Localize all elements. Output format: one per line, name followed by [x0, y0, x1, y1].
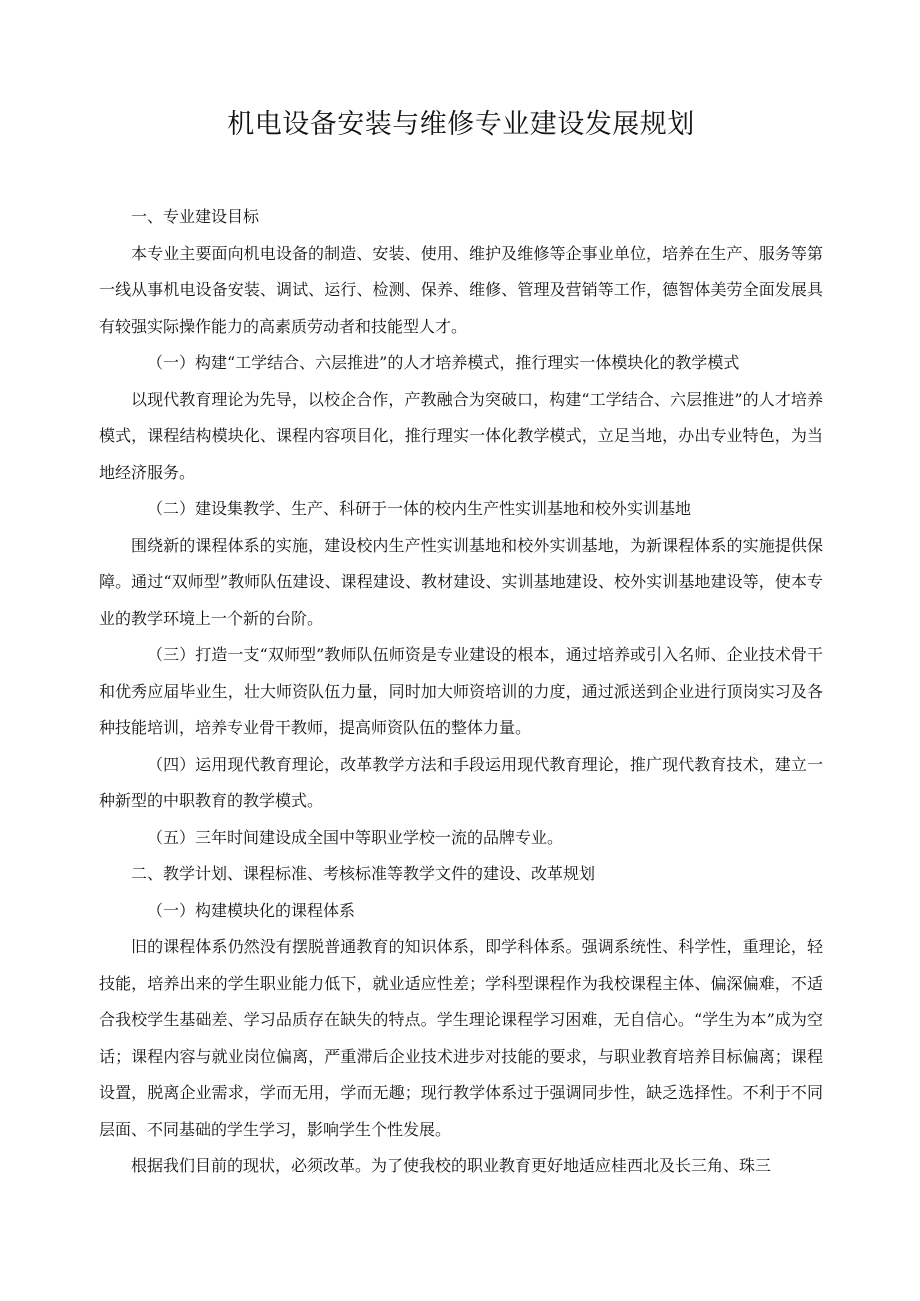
subheading-1: （一）构建“工学结合、六层推进”的人才培养模式，推行理实一体模块化的教学模式	[147, 353, 740, 372]
paragraph-teacher-team: （三）打造一支“双师型”教师队伍师资是专业建设的根本，通过培养或引入名师、企业技术骨干和优秀应届毕业生，壮大师资队伍力量，同时加大师资培训的力度，通过派送到企业进行顶岗实习及各种技能培训，培养专业骨干教师，提高师资队伍的整体力量。	[99, 645, 823, 737]
paragraph-training-base: 围绕新的课程体系的实施，建设校内生产性实训基地和校外实训基地，为新课程体系的实施提供保障。通过“双师型”教师队伍建设、课程建设、教材建设、实训基地建设、校外实训基地建设等，使本专业的教学环境上一个新的台阶。	[99, 535, 823, 628]
section-heading-1: 一、专业建设目标	[131, 207, 260, 226]
paragraph-goal: 本专业主要面向机电设备的制造、安装、使用、维护及维修等企事业单位，培养在生产、服务等第一线从事机电设备安装、调试、运行、检测、保养、维修、管理及营销等工作，德智体美劳全面发展具有较强实际操作能力的高素质劳动者和技能型人才。	[99, 243, 823, 336]
section-heading-2: 二、教学计划、课程标准、考核标准等教学文件的建设、改革规划	[131, 864, 596, 883]
document-body	[99, 199, 823, 1185]
paragraph-teaching-reform: （四）运用现代教育理论，改革教学方法和手段运用现代教育理论，推广现代教育技术，建立一种新型的中职教育的教学模式。	[99, 754, 823, 810]
paragraph-brand: （五）三年时间建设成全国中等职业学校一流的品牌专业。	[147, 827, 564, 847]
subheading-curriculum: （一）构建模块化的课程体系	[147, 900, 356, 920]
subheading-2: （二）建设集教学、生产、科研于一体的校内生产性实训基地和校外实训基地	[147, 499, 692, 518]
paragraph-training-model: 以现代教育理论为先导，以校企合作，产教融合为突破口，构建“工学结合、六层推进”的人才培养模式，课程结构模块化、课程内容项目化，推行理实一体化教学模式，立足当地，办出专业特色，为当地经济服务。	[99, 389, 823, 482]
paragraph-reform: 根据我们目前的现状，必须改革。为了使我校的职业教育更好地适应桂西北及长三角、珠三	[131, 1156, 772, 1175]
document-title: 机电设备安装与维修专业建设发展规划	[227, 109, 695, 140]
paragraph-old-curriculum: 旧的课程体系仍然没有摆脱普通教育的知识体系，即学科体系。强调系统性、科学性，重理论，轻技能，培养出来的学生职业能力低下，就业适应性差；学科型课程作为我校课程主体、偏深偏难，不适合我校学生基础差、学习品质存在缺失的特点。学生理论课程学习困难，无自信心。“学生为本”成为空话；课程内容与就业岗位偏离，严重滞后企业技术进步对技能的要求，与职业教育培养目标偏离；课程设置，脱离企业需求，学而无用，学而无趣；现行教学体系过于强调同步性，缺乏选择性。不利于不同层面、不同基础的学生学习，影响学生个性发展。	[99, 937, 823, 1139]
